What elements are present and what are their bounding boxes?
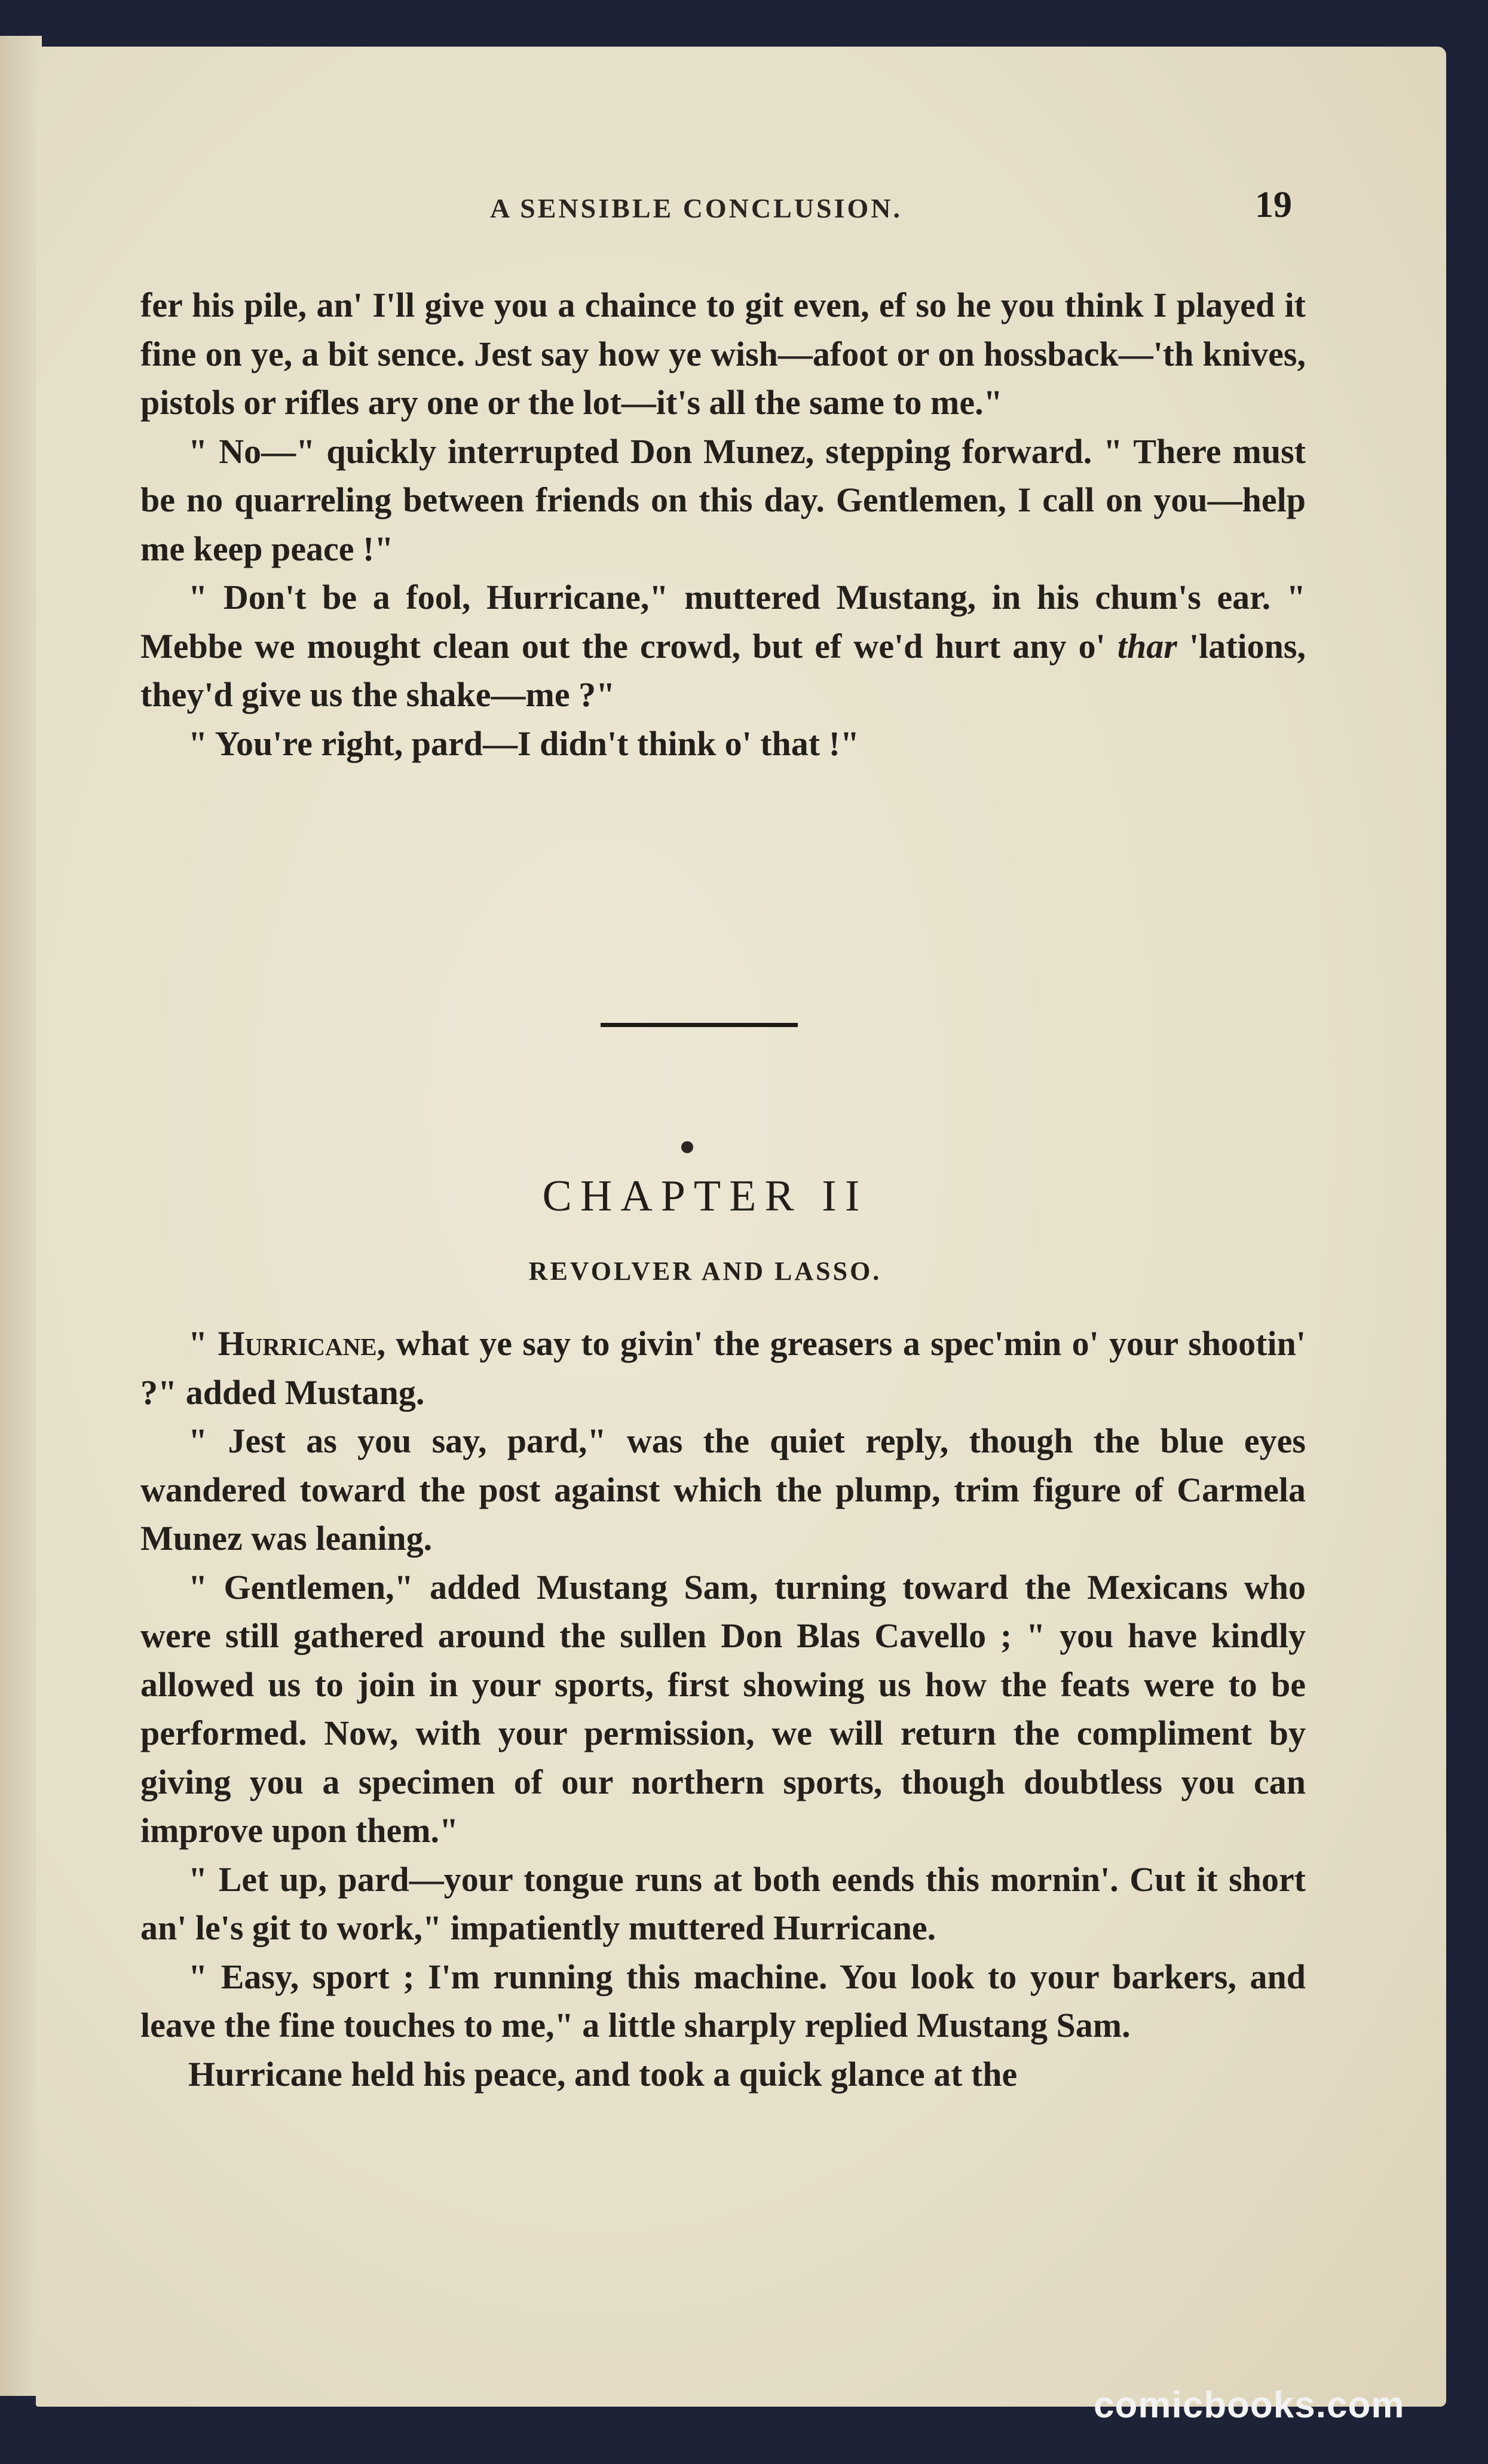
paragraph: fer his pile, an' I'll give you a chaince to git even, ef so he you think I played it fine on ye, a bit sence. Jest say how ye wish—afoot or on hossback—'th knives, pistols or rifles ary one or the lot—it's all the same to me." (140, 286, 1306, 422)
paragraph: " No—" quickly interrupted Don Munez, stepping forward. " There must be no quarreling between friends on this day. Gentlemen, I call on you—help me keep peace !" (140, 431, 1306, 568)
paragraph: " Jest as you say, pard," was the quiet reply, though the blue eyes wandered toward the post against which the plump, trim figure of Carmela Munez was leaning. (140, 1421, 1306, 1558)
section-divider (601, 1023, 798, 1027)
paragraph: " Let up, pard—your tongue runs at both eends this mornin'. Cut it short an' le's git to work," impatiently muttered Hurricane. (140, 1859, 1306, 1947)
paragraph: " Easy, sport ; I'm running this machine. You look to your barkers, and leave the fine touches to me," a little sharply replied Mustang Sam. (140, 1957, 1306, 2045)
paragraph-text: what ye say to givin' the greasers a spec'min o' your shootin' ?" added Mustang. (140, 1324, 1306, 1412)
emphasis-text: thar (1117, 626, 1177, 666)
chapter-subtitle: REVOLVER AND LASSO. (528, 1256, 882, 1286)
passage-top (140, 281, 1306, 768)
page-number: 19 (1255, 185, 1292, 225)
chapter-title: CHAPTER II (542, 1172, 868, 1221)
paragraph (140, 573, 1306, 719)
paragraph (140, 1319, 1306, 1417)
paragraph: " Gentlemen," added Mustang Sam, turning toward the Mexicans who were still gathered around the sullen Don Blas Cavello ; " you have kindly allowed us to join in your sports, first showing us how the feats were to be performed. Now, with your permission, we will return the compliment by giving you a specimen of our northern sports, though doubtless you can improve upon them." (140, 1567, 1306, 1850)
paragraph: " You're right, pard—I didn't think o' that !" (188, 724, 860, 763)
ornament-dot (681, 1141, 693, 1153)
site-watermark: comicbooks.com (1094, 2385, 1405, 2426)
running-title: A SENSIBLE CONCLUSION. (490, 193, 903, 223)
lead-in-text: " Hurricane, (188, 1324, 386, 1363)
paragraph-text: 'lations, they'd give us the shake—me ?" (140, 626, 1306, 714)
passage-chapter (140, 1319, 1306, 2098)
paragraph-text: " Don't be a fool, Hurricane," muttered Mustang, in his chum's ear. " Mebbe we mought clean out the crowd, but ef we'd hurt any o' (140, 578, 1306, 666)
paragraph: Hurricane held his peace, and took a quick glance at the (188, 2054, 1018, 2094)
